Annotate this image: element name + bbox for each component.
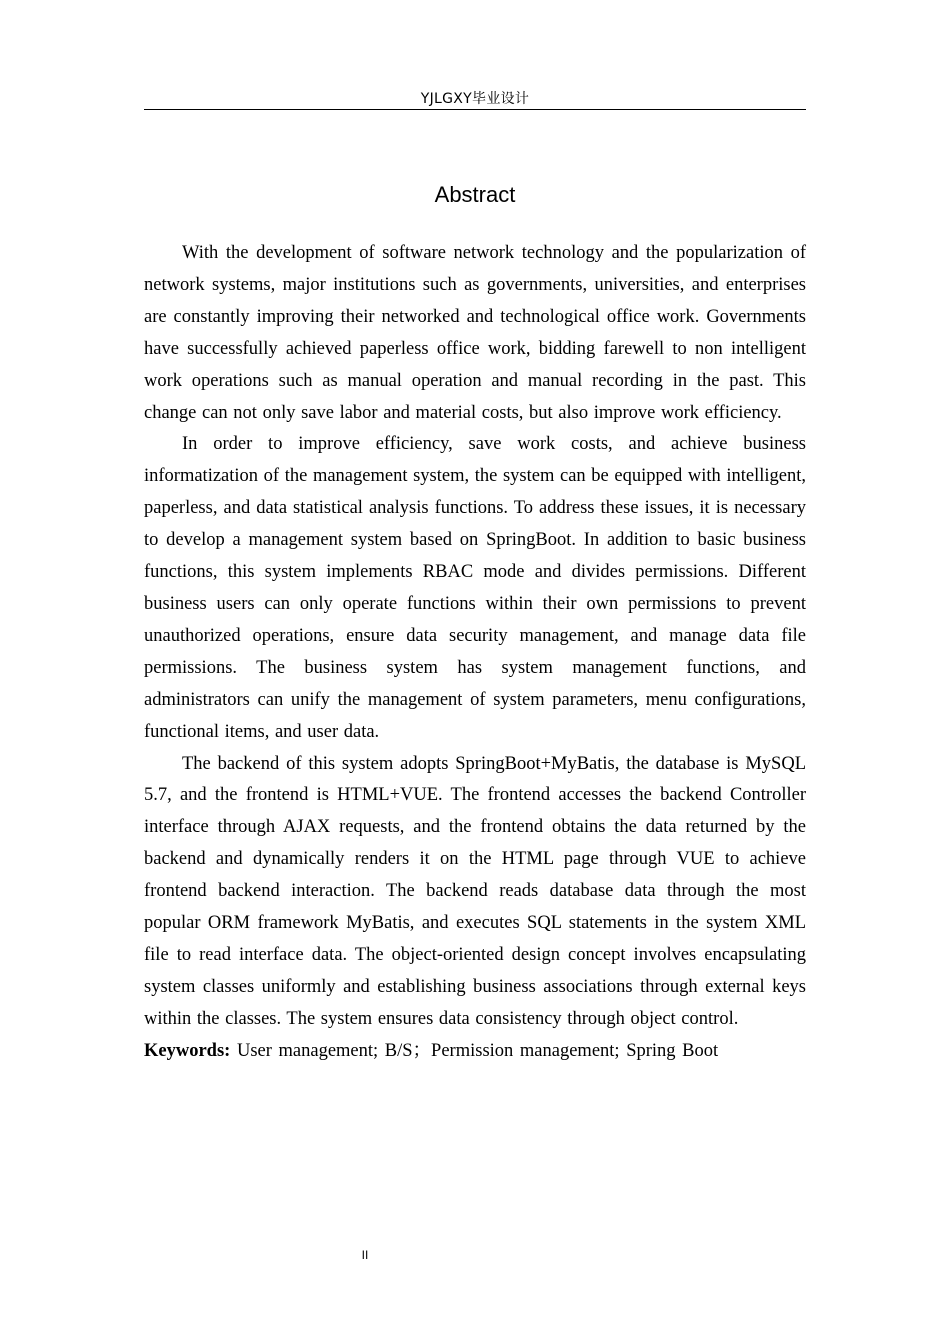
page-number: II (361, 1248, 369, 1262)
abstract-paragraph-2: In order to improve efficiency, save work costs, and achieve business informatization of the management system, the system can be equipped with intelligent, paperless, and data statistical analysis functions. To address these issues, it is necessary to develop a management system based on SpringBoot. In addition to basic business functions, this system implements RBAC mode and divides permissions. Different business users can only operate functions within their own permissions to prevent unauthorized operations, ensure data security management, and manage data file permissions. The business system has system management functions, and administrators can unify the management of system parameters, menu configurations, functional items, and user data. (144, 434, 806, 742)
keywords-line (144, 1036, 806, 1068)
abstract-paragraph-3: The backend of this system adopts SpringBoot+MyBatis, the database is MySQL 5.7, and the frontend is HTML+VUE. The frontend accesses the backend Controller interface through AJAX requests, and the frontend obtains the data returned by the backend and dynamically renders it on the HTML page through VUE to achieve frontend backend interaction. The backend reads database data through the most popular ORM framework MyBatis, and executes SQL statements in the system XML file to read interface data. The object-oriented design concept involves encapsulating system classes uniformly and establishing business associations through external keys within the classes. The system ensures data consistency through object control. (144, 753, 806, 1029)
abstract-paragraph-1: With the development of software network technology and the popularization of network systems, major institutions such as governments, universities, and enterprises are constantly improving their networked and technological office work. Governments have successfully achieved paperless office work, bidding farewell to non intelligent work operations such as manual operation and manual recording in the past. This change can not only save labor and material costs, but also improve work efficiency. (144, 243, 806, 423)
abstract-title: Abstract (434, 182, 516, 207)
abstract-body (144, 238, 806, 1068)
keywords-label: Keywords: (144, 1040, 231, 1061)
running-header: YJLGXY毕业设计 (144, 89, 806, 110)
keywords-text: User management; B/S；Permission management; Spring Boot (236, 1040, 719, 1061)
